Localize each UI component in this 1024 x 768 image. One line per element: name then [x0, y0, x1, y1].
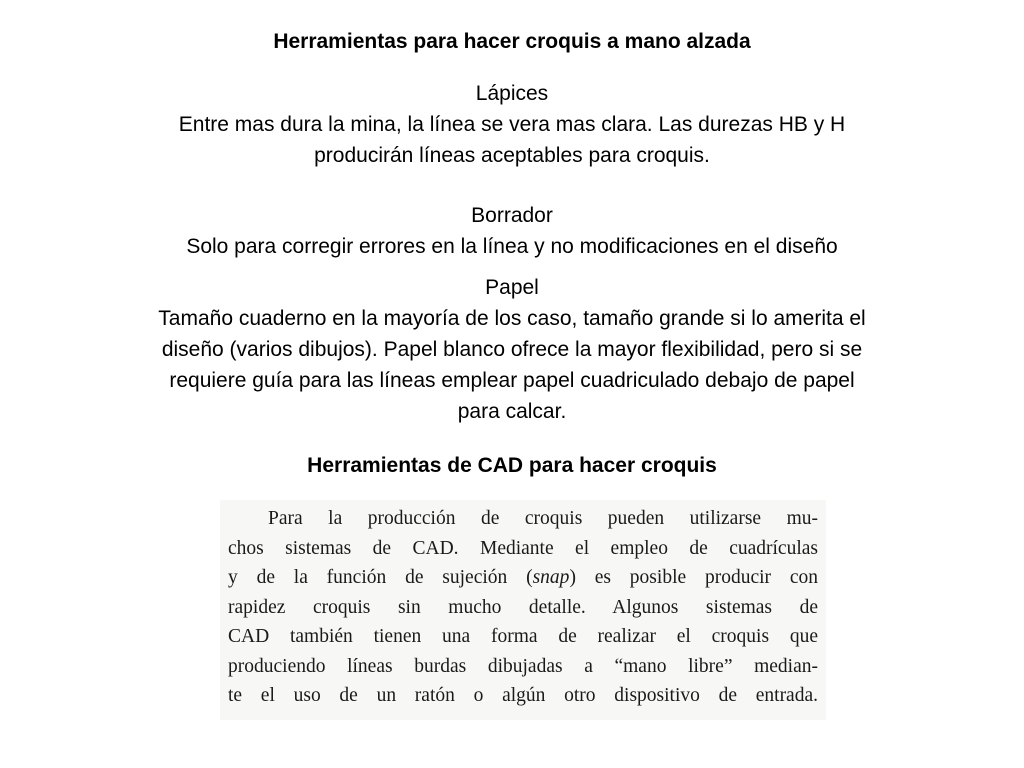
slide-title: Herramientas para hacer croquis a mano alzada: [273, 30, 751, 53]
section-text-line: Entre mas dura la mina, la línea se vera mas clara. Las durezas HB y H: [178, 113, 846, 136]
cad-section-title: Herramientas de CAD para hacer croquis: [307, 454, 717, 477]
scanned-text-line: produciendo líneas burdas dibujadas a “mano libre” median-: [228, 655, 818, 677]
section-heading-papel: Papel: [485, 276, 539, 299]
scanned-text-line: CAD también tienen una forma de realizar el croquis que: [228, 626, 818, 647]
section-text-line: Tamaño cuaderno en la mayoría de los caso, tamaño grande si lo amerita el: [158, 307, 866, 330]
section-text-line: diseño (varios dibujos). Papel blanco ofrece la mayor flexibilidad, pero si se: [161, 338, 863, 361]
scanned-text-fragment: ) es posible producir con: [569, 567, 818, 588]
section-lapices: [40, 78, 984, 171]
scanned-text-line: chos sistemas de CAD. Mediante el empleo de cuadrículas: [228, 537, 818, 559]
scanned-text-line: te el uso de un ratón o algún otro dispositivo de entrada.: [228, 685, 818, 706]
scanned-text-fragment: y de la función de sujeción (: [228, 567, 533, 588]
scanned-text-line: Para la producción de croquis pueden utilizarse mu-: [268, 508, 818, 529]
scanned-text-image: [220, 500, 826, 720]
scanned-text-line: rapidez croquis sin mucho detalle. Algunos sistemas de: [228, 596, 818, 618]
section-heading-lapices: Lápices: [475, 82, 549, 105]
section-text-line: Solo para corregir errores en la línea y no modificaciones en el diseño: [186, 235, 838, 258]
section-borrador: [40, 200, 984, 262]
snap-term: snap: [532, 567, 570, 588]
section-heading-borrador: Borrador: [471, 204, 553, 227]
section-text-line: producirán líneas aceptables para croquis.: [314, 144, 710, 167]
section-papel: [40, 272, 984, 427]
scanned-text-line: [228, 563, 818, 593]
section-text-line: requiere guía para las líneas emplear papel cuadriculado debajo de papel: [169, 369, 855, 392]
section-text-line: para calcar.: [457, 400, 567, 423]
